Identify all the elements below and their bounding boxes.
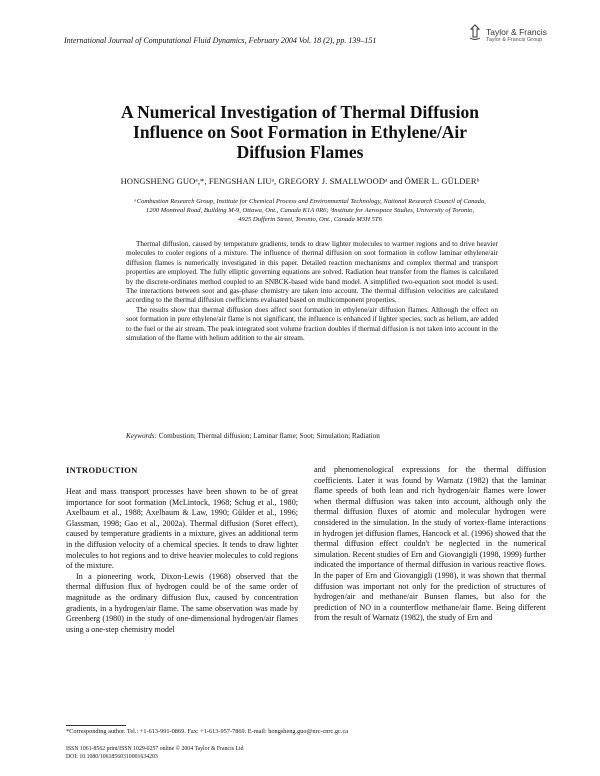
keywords-label: Keywords: (126, 432, 157, 440)
author-list: HONGSHENG GUOᵃ,*, FENGSHAN LIUᵃ, GREGORY J. SMALLWOODᵃ and ÖMER L. GÜLDERᵇ (120, 176, 480, 186)
issn-line: ISSN 1061-8562 print/ISSN 1029-0257 online © 2004 Taylor & Francis Ltd (66, 746, 244, 752)
keywords (126, 432, 498, 441)
affiliations (90, 197, 530, 224)
corresponding-author-footnote: *Corresponding author. Tel.: +1-613-991-0869. Fax: +1-613-957-7869. E-mail: hongsheng.guo@nrc-cnrc.gc.ca (66, 728, 349, 735)
footnote-divider (66, 725, 126, 726)
abstract-paragraph-2: The results show that thermal diffusion does affect soot formation in ethylene/air diffusion flames. Although the effect on soot formation in pure ethylene/air flame is not significant, the influence is enhanced if lighter species, such as helium, are added to the fuel or the air stream. The peak integrated soot volume fraction doubles if thermal diffusion is not taken into account in the simulation of the flame with helium addition to the air stream. (126, 305, 498, 343)
doi-line: DOI: 10.1080/10618560310001634203 (66, 753, 158, 760)
affiliation-line-3: 4925 Dufferin Street, Toronto, Ont., Canada M3H 5T6 (238, 216, 382, 223)
intro-paragraph-1: Heat and mass transport processes have been shown to be of great importance for soot formation (McLintock, 1968; Schug et al., 1980; Axelbaum et al., 1988; Axelbaum & Law, 1990; Gülder et al., 1996; Glassman, 1998; Gao et al., 2002a). Thermal diffusion (Soret effect), caused by temperature gradients in a mixture, gives an additional term in the diffusion velocity of a chemical species. It tends to draw lighter molecules to hot regions and to drive heavier molecules to cold regions of the mixture. (66, 487, 298, 571)
publication-info (66, 746, 466, 761)
body-column-left (66, 487, 298, 635)
title-line-1: A Numerical Investigation of Thermal Diffusion (121, 102, 479, 122)
publisher-name: Taylor & Francis (486, 27, 547, 37)
abstract-paragraph-1: Thermal diffusion, caused by temperature gradients, tends to draw lighter molecules to warmer regions and to drive heavier molecules to cooler regions of a mixture. The influence of thermal diffusion on soot formation in coflow laminar ethylene/air diffusion flames is numerically investigated in this paper. Detailed reaction mechanisms and complex thermal and transport properties are employed. The fully elliptic governing equations are solved. Radiation heat transfer from the flames is calculated by the discrete-ordinates method coupled to an SNBCK-based wide band model. A simplified two-equation soot model is used. The interactions between soot and gas-phase chemistry are taken into account. The thermal diffusion velocities are calculated according to the thermal diffusion coefficients evaluated based on multicomponent properties. (126, 240, 498, 305)
intro-paragraph-2: In a pioneering work, Dixon-Lewis (1968) observed that the thermal diffusion flux of hydrogen could be of the same order of magnitude as the ordinary diffusion flux, caused by concentration gradients, in a hydrogen/air flame. The same observation was made by Greenberg (1980) in the study of one-dimensional hydrogen/air flames using a one-step chemistry model (66, 571, 298, 634)
publisher-group: Taylor & Francis Group (486, 37, 543, 43)
title-line-3: Diffusion Flames (236, 142, 364, 162)
paper-title (100, 102, 500, 162)
abstract (126, 240, 498, 343)
keywords-list: Combustion; Thermal diffusion; Laminar flame; Soot; Simulation; Radiation (158, 432, 380, 440)
publisher-logo (468, 22, 568, 48)
journal-citation: International Journal of Computational Fluid Dynamics, February 2004 Vol. 18 (2), pp. 139–151 (64, 36, 377, 45)
section-heading-introduction: INTRODUCTION (66, 465, 138, 475)
body-column-right (314, 465, 546, 624)
affiliation-line-1: ᵃCombustion Research Group, Institute for Chemical Process and Environmental Technology, National Research Council of Canada, (134, 198, 486, 205)
publisher-emblem-icon (468, 24, 482, 42)
affiliation-line-2: 1200 Montreal Road, Building M-9, Ottawa, Ont., Canada K1A 0R6; ᵇInstitute for Aerospace Studies, University of Toronto, (145, 207, 475, 214)
intro-paragraph-continued: and phenomenological expressions for the thermal diffusion coefficients. Later it was found by Warnatz (1982) that the laminar flame speeds of both lean and rich hydrogen/air flames were lower when thermal diffusion was taken into account, although only the thermal diffusion fluxes of atomic and molecular hydrogen were considered in the simulation. In the study of vortex-flame interactions in hydrogen jet diffusion flames, Hancock et al. (1996) showed that the thermal diffusion effect couldn't be neglected in the numerical simulation. Recent studies of Ern and Giovangigli (1998, 1999) further indicated the importance of thermal diffusion in various reactive flows. In the paper of Ern and Giovangigli (1998), it was shown that thermal diffusion was important not only for the prediction of structures of hydrogen/air and methane/air Bunsen flames, but also for the prediction of NO in a counterflow methane/air flame. Being different from the result of Warnatz (1982), the study of Ern and (314, 465, 546, 623)
title-line-2: Influence on Soot Formation in Ethylene/Air (133, 122, 467, 142)
